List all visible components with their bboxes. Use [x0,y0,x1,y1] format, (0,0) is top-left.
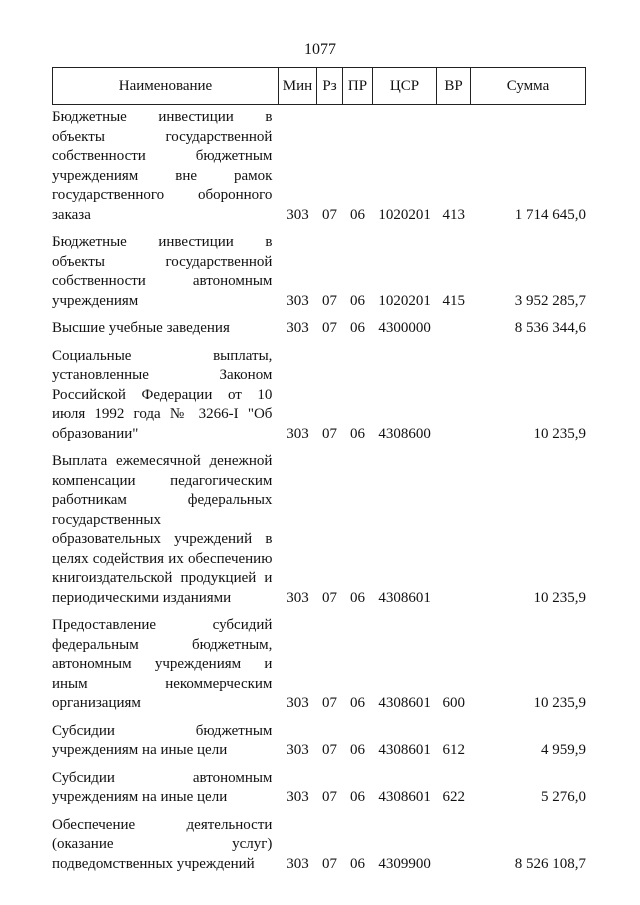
cell-name: Выплата ежемесячной денежной компенсации педагогическим работникам федеральных государственных образовательных учреждений в целях содействия их обеспечению книгоиздательской продукцией и периодическими изданиями [52,453,273,606]
cell-sum: 8 536 344,6 [514,320,586,336]
cell-vr: 612 [442,742,465,758]
cell-csr: 4308601 [378,589,431,606]
cell-rz: 07 [322,206,337,223]
cell-min: 303 [286,320,309,336]
cell-vr: 413 [442,206,465,223]
cell-sum: 8 526 108,7 [514,855,586,872]
cell-sum: 10 235,9 [533,425,586,442]
cell-pr: 06 [350,425,366,442]
table-row [52,319,586,339]
cell-name: Обеспечение деятельности (оказание услуг) подведомственных учреждений [52,816,273,872]
table-row [52,722,586,761]
cell-min: 303 [286,789,309,805]
cell-min: 303 [286,695,309,711]
cell-csr: 4308600 [378,425,431,442]
row-spacer [52,608,586,616]
cell-pr: 06 [350,320,366,336]
cell-rz: 07 [322,292,337,309]
table-row [52,452,586,608]
row-spacer [52,339,586,347]
cell-sum: 4 959,9 [541,742,586,758]
cell-name: Субсидии бюджетным учреждениям на иные цели [52,722,273,758]
cell-sum: 5 276,0 [541,789,586,805]
row-spacer [52,808,586,816]
cell-rz: 07 [322,425,337,442]
cell-vr [437,319,471,339]
cell-sum: 3 952 285,7 [514,292,586,309]
cell-vr [437,452,471,608]
cell-rz: 07 [322,695,337,711]
table-header [52,67,586,105]
budget-table [52,108,586,874]
cell-name: Высшие учебные заведения [52,320,230,336]
row-spacer [52,225,586,233]
cell-sum: 10 235,9 [533,695,586,711]
cell-min: 303 [286,742,309,758]
cell-pr: 06 [350,855,366,872]
cell-rz: 07 [322,320,337,336]
cell-pr: 06 [350,589,366,606]
table-row [52,769,586,808]
cell-sum: 1 714 645,0 [514,206,586,223]
cell-min: 303 [286,206,309,223]
column-header-sum: Сумма [471,68,586,105]
cell-rz: 07 [322,589,337,606]
cell-pr: 06 [350,206,366,223]
cell-name: Бюджетные инвестиции в объекты государственной собственности автономным учреждениям [52,234,273,309]
cell-csr: 1020201 [378,206,431,223]
cell-min: 303 [286,589,309,606]
cell-name: Субсидии автономным учреждениям на иные цели [52,769,273,805]
table-row [52,108,586,225]
table-row [52,233,586,311]
column-header-name: Наименование [53,68,279,105]
cell-csr: 4308601 [378,789,431,805]
cell-min: 303 [286,292,309,309]
cell-rz: 07 [322,742,337,758]
row-spacer [52,311,586,319]
cell-min: 303 [286,425,309,442]
table-row [52,347,586,445]
cell-rz: 07 [322,855,337,872]
table-row [52,816,586,875]
page-number: 1077 [304,41,336,58]
cell-name: Социальные выплаты, установленные Законом Российской Федерации от 10 июля 1992 года № 3266-I "Об образовании" [52,347,273,442]
cell-csr: 4308601 [378,742,431,758]
cell-vr: 622 [442,789,465,805]
cell-vr [437,816,471,875]
column-header-min: Мин [279,68,317,105]
cell-vr [437,347,471,445]
row-spacer [52,761,586,769]
cell-vr: 600 [442,695,465,711]
cell-vr: 415 [442,292,465,309]
cell-min: 303 [286,855,309,872]
cell-csr: 4300000 [378,320,431,336]
cell-csr: 4309900 [378,855,431,872]
cell-pr: 06 [350,742,366,758]
cell-name: Предоставление субсидий федеральным бюджетным, автономным учреждениям и иным некоммерческим организациям [52,617,273,711]
column-header-rz: Рз [317,68,343,105]
column-header-pr: ПР [343,68,373,105]
cell-pr: 06 [350,695,366,711]
cell-name: Бюджетные инвестиции в объекты государственной собственности бюджетным учреждениям вне рамок государственного оборонного заказа [52,109,273,223]
cell-rz: 07 [322,789,337,805]
column-header-csr: ЦСР [373,68,437,105]
cell-csr: 4308601 [378,695,431,711]
column-header-vr: ВР [437,68,471,105]
row-spacer [52,444,586,452]
cell-csr: 1020201 [378,292,431,309]
table-row [52,616,586,714]
cell-pr: 06 [350,789,366,805]
row-spacer [52,714,586,722]
cell-sum: 10 235,9 [533,589,586,606]
cell-pr: 06 [350,292,366,309]
